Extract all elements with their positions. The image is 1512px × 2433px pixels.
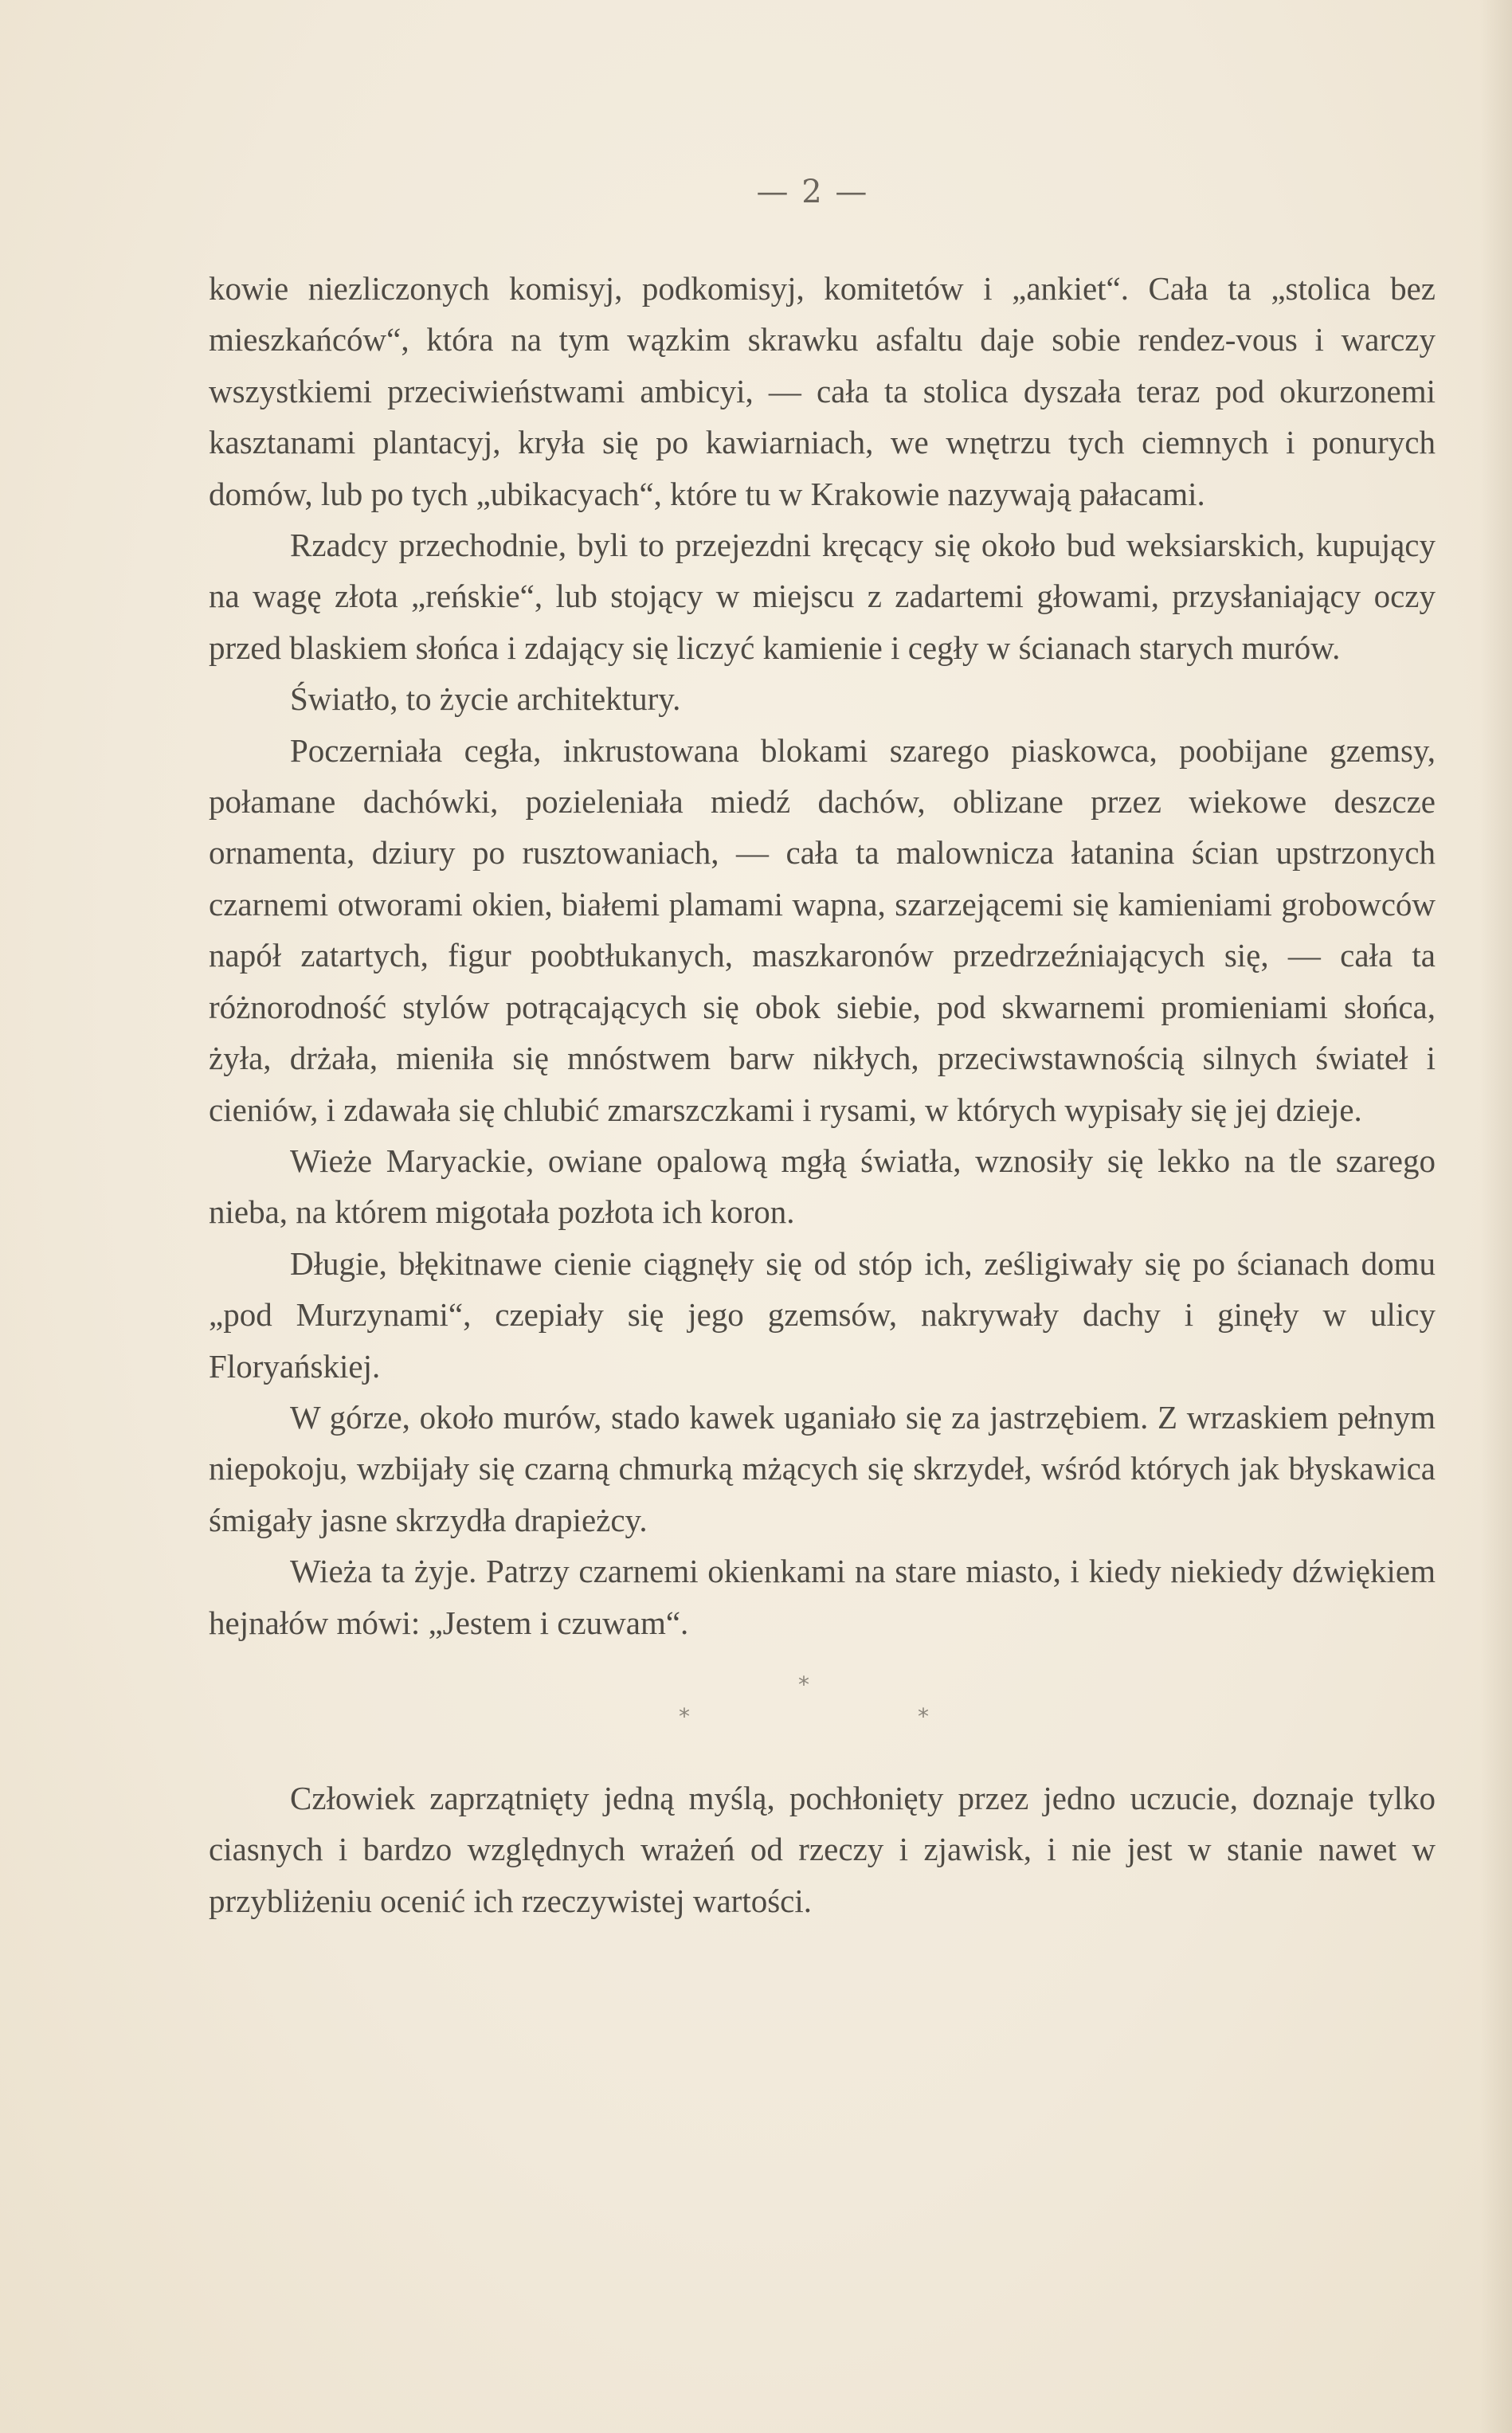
paragraph-3: Światło, to życie architektury. xyxy=(290,680,681,718)
asterisk-right: * xyxy=(918,1702,929,1730)
body-text xyxy=(209,263,1436,1926)
asterisk-left: * xyxy=(679,1702,690,1730)
paragraph-4: Poczerniała cegła, inkrustowana blokami szarego piaskowca, poobijane gzemsy, połamane dachówki, pozieleniała miedź dachów, oblizane przez wiekowe deszcze ornamenta, dziury po rusztowaniach, — cała ta malownicza łatanina ścian upstrzonych czarnemi otworami okien, białemi plamami wapna, szarzejącemi się kamieniami grobowców napół zatartych, figur poobtłukanych, maszkaronów przedrzeźniających się, — cała ta różnorodność stylów potrącających się obok siebie, pod skwarnemi promieniami słońca, żyła, drżała, mieniła się mnóstwem barw nikłych, przeciwstawnością silnych świateł i cieniów, i zdawała się chlubić zmarszczkami i rysami, w których wypisały się jej dzieje. xyxy=(209,731,1436,1128)
paragraph-final: Człowiek zaprzątnięty jedną myślą, pochłonięty przez jedno uczucie, doznaje tylko ciasnych i bardzo względnych wrażeń od rzeczy i zjawisk, i nie jest w stanie nawet w przybliżeniu ocenić ich rzeczywistej wartości. xyxy=(209,1779,1436,1919)
paragraph-7: W górze, około murów, stado kawek uganiało się za jastrzębiem. Z wrzaskiem pełnym niepokoju, wzbijały się czarną chmurką mżących się skrzydeł, wśród których jak błyskawica śmigały jasne skrzydła drapieżcy. xyxy=(209,1398,1436,1538)
page-number: — 2 — xyxy=(756,174,869,210)
asterisk-top: * xyxy=(798,1671,809,1698)
page-edge-shadow xyxy=(1480,0,1512,2433)
paragraph-2: Rzadcy przechodnie, byli to przejezdni kręcący się około bud weksiarskich, kupujący na wagę złota „reńskie“, lub stojący w miejscu z zadartemi głowami, przysłaniający oczy przed blaskiem słońca i zdający się liczyć kamienie i cegły w ścianach starych murów. xyxy=(209,527,1436,666)
paragraph-5: Wieże Maryackie, owiane opalową mgłą światła, wznosiły się lekko na tle szarego nieba, na którem migotała pozłota ich koron. xyxy=(209,1142,1436,1231)
section-separator xyxy=(209,1667,1436,1755)
paragraph-6: Długie, błękitnawe cienie ciągnęły się od stóp ich, ześligiwały się po ścianach domu „pod Murzynami“, czepiały się jego gzemsów, nakrywały dachy i ginęły w ulicy Floryańskiej. xyxy=(209,1244,1436,1385)
paragraph-1: kowie niezliczonych komisyj, podkomisyj, komitetów i „ankiet“. Cała ta „stolica bez mieszkańców“, która na tym wązkim skrawku asfaltu daje sobie rendez-vous i warczy wszystkiemi przeciwieństwami ambicyi, — cała ta stolica dyszała teraz pod okurzonemi kasztanami plantacyj, kryła się po kawiarniach, we wnętrzu tych ciemnych i ponurych domów, lub po tych „ubikacyach“, które tu w Krakowie nazywają pałacami. xyxy=(209,270,1436,512)
paragraph-8: Wieża ta żyje. Patrzy czarnemi okienkami na stare miasto, i kiedy niekiedy dźwiękiem hejnałów mówi: „Jestem i czuwam“. xyxy=(209,1553,1436,1641)
